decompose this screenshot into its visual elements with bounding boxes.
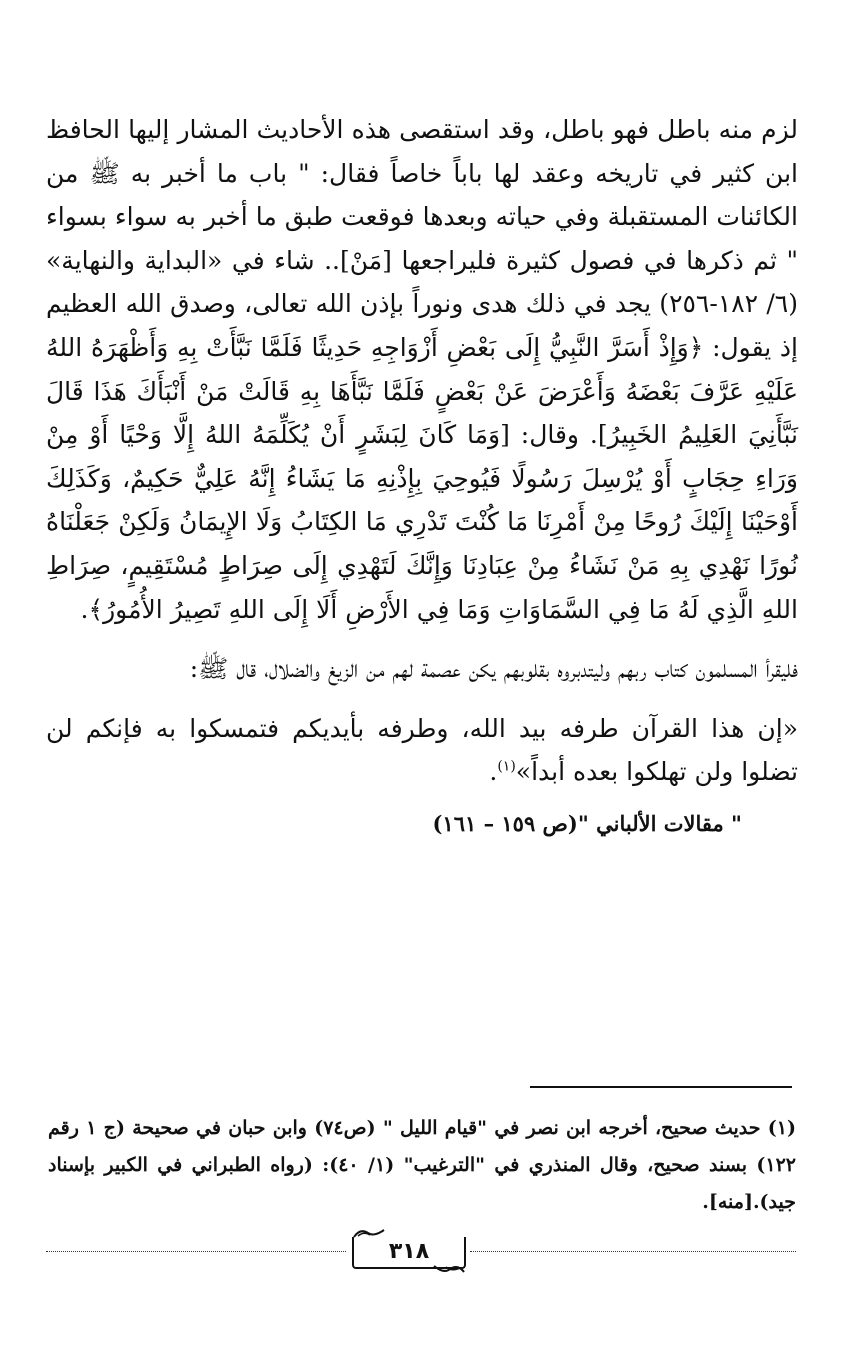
hadith-end: .	[489, 757, 498, 787]
footer-dotted-line-left	[46, 1251, 346, 1252]
footnote-text: (١) حديث صحيح، أخرجه ابن نصر في "قيام الليل " (ص٧٤) وابن حبان في صحيحة (ج ١ رقم ١٢٢) بسند صحيح، وقال المنذري في "الترغيب" (١/ ٤٠): (رواه الطبراني في الكبير بإسناد جيد).[منه].	[48, 1117, 796, 1213]
source-reference: " مقالات الألباني "(ص ١٥٩ – ١٦١)	[432, 810, 742, 836]
page-number: ٣١٨	[388, 1239, 430, 1264]
hadith-text: «إن هذا القرآن طرفه بيد الله، وطرفه بأيديكم فتمسكوا به فإنكم لن تضلوا ولن تهلكوا بعده أبداً»	[46, 713, 798, 787]
page-number-frame	[352, 1237, 466, 1269]
paragraph-exhortation: فليقرأ المسلمون كتاب ربهم وليتدبروه بقلوبهم يكن عصمة لهم من الزيغ والضلال، قال ﷺ:	[189, 654, 798, 684]
footnote-divider	[530, 1086, 792, 1088]
paragraph-hadith	[46, 707, 798, 794]
footer-dotted-line-right	[470, 1251, 796, 1252]
main-text	[46, 108, 798, 846]
ornament-icon	[352, 1227, 386, 1239]
footnote-marker: (١)	[497, 758, 516, 775]
ornament-icon	[432, 1263, 466, 1275]
paragraph-quran-quotes: لزم منه باطل فهو باطل، وقد استقصى هذه الأحاديث المشار إليها الحافظ ابن كثير في تاريخه وعقد لها باباً خاصاً فقال: " باب ما أخبر به ﷺ من الكائنات المستقبلة وفي حياته وبعدها فوقعت طبق ما أخبر به سواء بسواء " ثم ذكرها في فصول كثيرة فليراجعها [مَنْ].. شاء في «البداية والنهاية» (٦/ ١٨٢-٢٥٦) يجد في ذلك هدى ونوراً بإذن الله تعالى، وصدق الله العظيم إذ يقول: ﴿وَإِذْ أَسَرَّ النَّبِيُّ إِلَى بَعْضِ أَزْوَاجِهِ حَدِيثًا فَلَمَّا نَبَّأَتْ بِهِ وَأَظْهَرَهُ اللهُ عَلَيْهِ عَرَّفَ بَعْضَهُ وَأَعْرَضَ عَنْ بَعْضٍ فَلَمَّا نَبَّأَهَا بِهِ قَالَتْ مَنْ أَنْبَأَكَ هَذَا قَالَ نَبَّأَنِيَ العَلِيمُ الخَبِيرُ]. وقال: [وَمَا كَانَ لِبَشَرٍ أَنْ يُكَلِّمَهُ اللهُ إِلَّا وَحْيًا أَوْ مِنْ وَرَاءِ حِجَابٍ أَوْ يُرْسِلَ رَسُولًا فَيُوحِيَ بِإِذْنِهِ مَا يَشَاءُ إِنَّهُ عَلِيٌّ حَكِيمٌ، وَكَذَلِكَ أَوْحَيْنَا إِلَيْكَ رُوحًا مِنْ أَمْرِنَا مَا كُنْتَ تَدْرِي مَا الكِتَابُ وَلَا الإِيمَانُ وَلَكِنْ جَعَلْنَاهُ نُورًا نَهْدِي بِهِ مَنْ نَشَاءُ مِنْ عِبَادِنَا وَإِنَّكَ لَتَهْدِي إِلَى صِرَاطٍ مُسْتَقِيمٍ، صِرَاطِ اللهِ الَّذِي لَهُ مَا فِي السَّمَاوَاتِ وَمَا فِي الأَرْضِ أَلَا إِلَى اللهِ تَصِيرُ الأُمُورُ﴾.	[46, 115, 798, 624]
